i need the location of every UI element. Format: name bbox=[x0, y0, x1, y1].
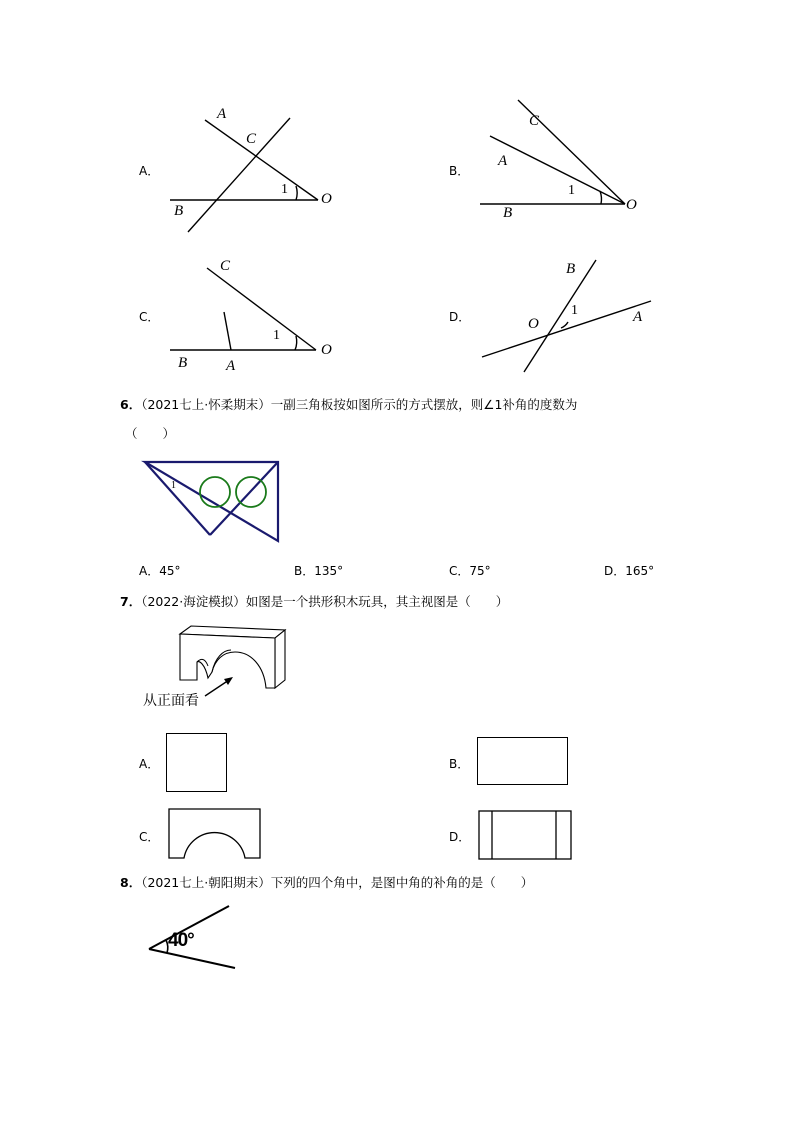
q5d-angle-arc bbox=[561, 322, 568, 328]
q6-source: （2021七上·怀柔期末） bbox=[141, 397, 271, 412]
q5-option-b-figure bbox=[470, 100, 670, 240]
q6-blank: （ ） bbox=[125, 426, 176, 441]
q5a-line-cb bbox=[188, 118, 290, 232]
q5a-point-a: A bbox=[217, 106, 227, 122]
q6-option-a-label: A． bbox=[139, 564, 160, 578]
q8-angle-label: 40° bbox=[168, 930, 194, 951]
q6-option-d-label: D． bbox=[604, 564, 626, 578]
q5b-point-c: C bbox=[529, 113, 540, 129]
q6-triangle-1 bbox=[145, 462, 278, 541]
q7-arch-block-figure bbox=[175, 622, 295, 692]
q6-option-a[interactable] bbox=[139, 562, 181, 579]
q6-text: 一副三角板按如图所示的方式摆放，则∠1补角的度数为 bbox=[270, 397, 578, 412]
q5-option-c-label[interactable]: C． bbox=[139, 310, 160, 324]
q5b-line-ao bbox=[490, 136, 625, 204]
q5c-point-b: B bbox=[178, 355, 188, 371]
q6-option-b-value: 135° bbox=[314, 564, 344, 578]
q5-option-a-label[interactable]: A． bbox=[139, 164, 160, 178]
q6-option-a-value: 45° bbox=[159, 564, 181, 578]
q5c-point-o: O bbox=[321, 342, 332, 358]
q5a-line-ao bbox=[205, 120, 318, 200]
q5a-point-o: O bbox=[321, 191, 332, 207]
q7-option-b-label[interactable]: B． bbox=[449, 757, 470, 771]
q5-option-a-figure bbox=[160, 100, 360, 240]
q5a-point-b: B bbox=[174, 203, 184, 219]
q7-stem bbox=[120, 592, 508, 610]
q5a-point-c: C bbox=[246, 131, 257, 147]
q8-angle-figure bbox=[145, 902, 245, 974]
q7-option-a-shape[interactable] bbox=[166, 733, 227, 792]
q7-view-label: 从正面看 bbox=[143, 693, 199, 709]
q5c-angle-arc bbox=[295, 336, 297, 350]
q6-option-c-label: C． bbox=[449, 564, 470, 578]
q5-option-b-label[interactable]: B． bbox=[449, 164, 470, 178]
q6-option-d-value: 165° bbox=[625, 564, 655, 578]
q7-option-d-shape[interactable] bbox=[478, 810, 573, 860]
q7-option-a-label[interactable]: A． bbox=[139, 757, 160, 771]
q6-angle-1: 1 bbox=[171, 480, 176, 491]
q7-option-d-label[interactable]: D． bbox=[449, 830, 471, 844]
q5d-point-o: O bbox=[528, 316, 539, 332]
q7-option-b-shape[interactable] bbox=[477, 737, 568, 785]
q6-option-c[interactable] bbox=[449, 562, 491, 579]
q5-option-d-label[interactable]: D． bbox=[449, 310, 471, 324]
q6-option-b-label: B． bbox=[294, 564, 315, 578]
q8-number: 8． bbox=[120, 875, 142, 890]
q6-triangle-2-hyp bbox=[145, 462, 210, 535]
q6-stem bbox=[120, 395, 577, 413]
q5b-angle-arc bbox=[600, 191, 601, 204]
q5b-angle-1: 1 bbox=[568, 183, 575, 198]
q5c-angle-1: 1 bbox=[273, 328, 280, 343]
q8-text: 下列的四个角中，是图中角的补角的是（ ） bbox=[270, 875, 534, 890]
q5-option-c-figure bbox=[160, 250, 360, 380]
q6-option-d[interactable] bbox=[604, 562, 654, 579]
q5b-point-a: A bbox=[498, 153, 508, 169]
q6-figure bbox=[140, 455, 290, 550]
q7-option-c-label[interactable]: C． bbox=[139, 830, 160, 844]
q5c-line-co bbox=[207, 268, 316, 350]
q5d-line-ao bbox=[482, 301, 651, 357]
q5a-angle-arc bbox=[296, 186, 297, 200]
q6-option-b[interactable] bbox=[294, 562, 343, 579]
q5d-point-a: A bbox=[633, 309, 643, 325]
q7-text: 如图是一个拱形积木玩具，其主视图是（ ） bbox=[245, 594, 509, 609]
q7-option-c-shape[interactable] bbox=[168, 808, 262, 860]
q8-stem bbox=[120, 873, 533, 891]
q5c-line-a bbox=[224, 312, 231, 350]
q6-option-c-value: 75° bbox=[469, 564, 491, 578]
q5b-point-o: O bbox=[626, 197, 637, 213]
q5d-angle-1: 1 bbox=[571, 303, 578, 318]
q6-triangle-2-side bbox=[210, 462, 278, 535]
q5c-point-c: C bbox=[220, 258, 231, 274]
q7-source: （2022·海淀模拟） bbox=[141, 594, 246, 609]
q5d-point-b: B bbox=[566, 261, 576, 277]
q7-number: 7． bbox=[120, 594, 142, 609]
q5a-angle-1: 1 bbox=[281, 182, 288, 197]
q5b-point-b: B bbox=[503, 205, 513, 221]
q5c-point-a: A bbox=[226, 358, 236, 374]
q8-source: （2021七上·朝阳期末） bbox=[141, 875, 271, 890]
q6-number: 6． bbox=[120, 397, 142, 412]
